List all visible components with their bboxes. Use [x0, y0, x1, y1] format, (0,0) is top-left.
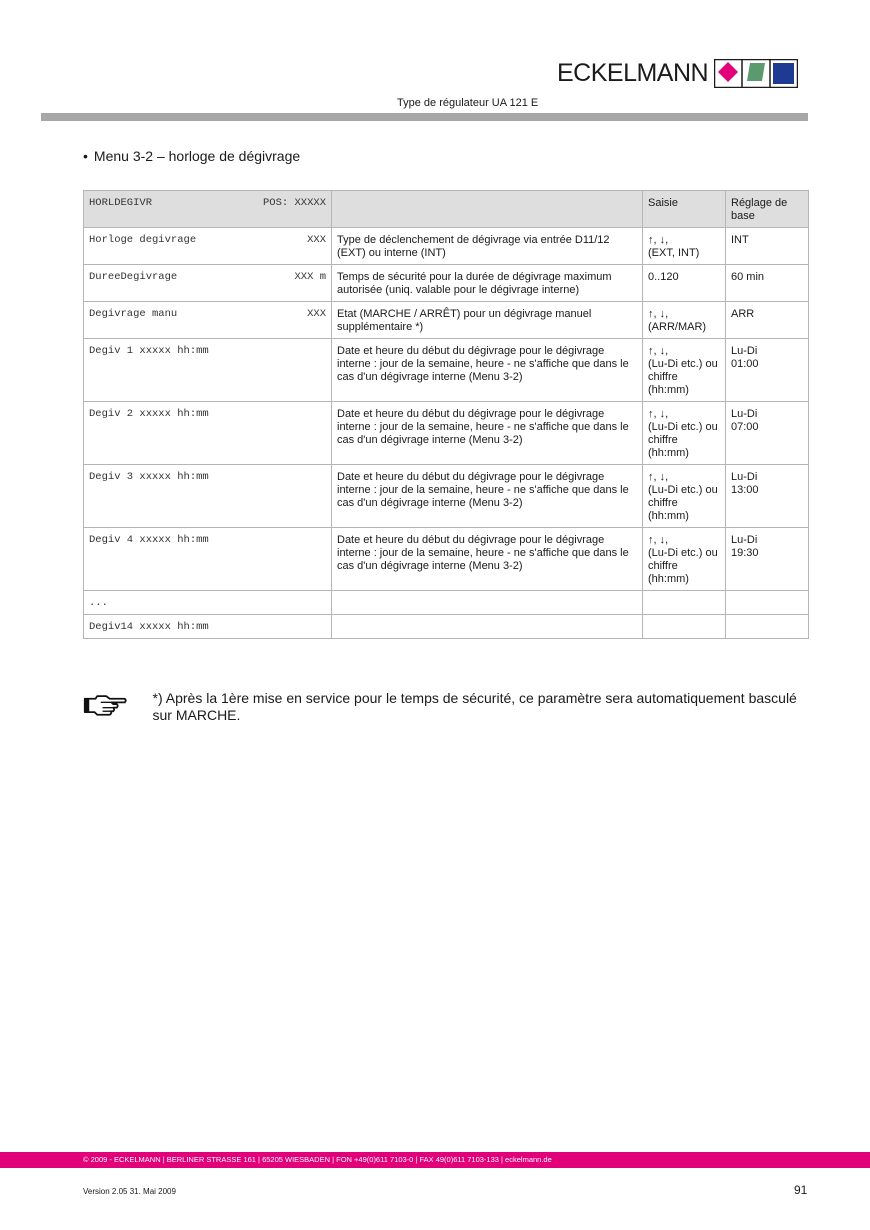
display-left: Degiv 4 xxxxx hh:mm — [89, 534, 209, 546]
brand-name: ECKELMANN — [557, 58, 709, 87]
entry-cell — [643, 265, 726, 302]
footnote — [83, 690, 808, 724]
pointing-hand-icon — [83, 692, 128, 718]
entry-detail: (Lu-Di etc.) ou chiffre (hh:mm) — [648, 547, 718, 585]
entry-line: ↑, ↓, — [648, 308, 669, 320]
display-left: ... — [89, 597, 108, 609]
default-detail: 13:00 — [731, 484, 759, 496]
header-divider — [41, 113, 808, 121]
eckelmann-logo-icon — [714, 59, 798, 88]
footer-contact: © 2009 - ECKELMANN | BERLINER STRASSE 161 | 65205 WIESBADEN | FON +49(0)611 7103-0 | FAX 49(0)611 7103-133 | eckelmann.de — [83, 1155, 552, 1164]
table-row — [84, 265, 809, 302]
default-cell — [726, 402, 809, 465]
entry-cell — [643, 528, 726, 591]
description-cell — [332, 591, 643, 615]
table-row — [84, 228, 809, 265]
default-cell — [726, 339, 809, 402]
document-type: Type de régulateur UA 121 E — [397, 97, 539, 109]
default-line: Lu-Di — [731, 471, 758, 483]
table-row — [84, 591, 809, 615]
table-row — [84, 339, 809, 402]
entry-line: 0..120 — [648, 271, 679, 283]
display-cell — [84, 228, 332, 265]
table-row — [84, 465, 809, 528]
section-heading — [83, 148, 300, 164]
entry-cell — [643, 402, 726, 465]
default-line: 60 min — [731, 271, 765, 283]
table-row — [84, 302, 809, 339]
description-header — [332, 191, 643, 228]
display-left: Horloge degivrage — [89, 234, 197, 246]
default-line: Lu-Di — [731, 534, 758, 546]
table-row — [84, 402, 809, 465]
entry-detail: (Lu-Di etc.) ou chiffre (hh:mm) — [648, 358, 718, 396]
display-cell — [84, 591, 332, 615]
display-left: HORLDEGIVR — [89, 197, 153, 209]
default-detail: 01:00 — [731, 358, 759, 370]
display-cell — [84, 402, 332, 465]
entry-header: Saisie — [643, 191, 726, 228]
description-cell — [332, 615, 643, 639]
table-row — [84, 615, 809, 639]
description-cell: Etat (MARCHE / ARRÊT) pour un dégivrage manuel supplémentaire *) — [332, 302, 643, 339]
default-line: Lu-Di — [731, 345, 758, 357]
description-cell: Date et heure du début du dégivrage pour le dégivrage interne : jour de la semaine, heure - ne s'affiche que dans le cas d'un dégivrage interne (Menu 3-2) — [332, 528, 643, 591]
table-row — [84, 528, 809, 591]
parameter-table — [83, 190, 809, 639]
entry-detail: (Lu-Di etc.) ou chiffre (hh:mm) — [648, 421, 718, 459]
display-left: DureeDegivrage — [89, 271, 178, 283]
description-cell: Date et heure du début du dégivrage pour le dégivrage interne : jour de la semaine, heure - ne s'affiche que dans le cas d'un dégivrage interne (Menu 3-2) — [332, 339, 643, 402]
entry-detail: (EXT, INT) — [648, 247, 700, 259]
entry-cell — [643, 465, 726, 528]
footnote-text: *) Après la 1ère mise en service pour le temps de sécurité, ce paramètre sera automatiquement basculé sur MARCHE. — [152, 690, 797, 723]
display-left: Degivrage manu — [89, 308, 178, 320]
entry-cell — [643, 302, 726, 339]
entry-detail: (Lu-Di etc.) ou chiffre (hh:mm) — [648, 484, 718, 522]
entry-line: ↑, ↓, — [648, 234, 669, 246]
display-left: Degiv 2 xxxxx hh:mm — [89, 408, 209, 420]
default-line: Lu-Di — [731, 408, 758, 420]
display-right: XXX m — [294, 271, 326, 283]
bullet: • — [83, 148, 88, 164]
entry-cell — [643, 591, 726, 615]
default-cell — [726, 615, 809, 639]
default-cell — [726, 228, 809, 265]
footer-contact-bar — [0, 1152, 870, 1168]
display-cell — [84, 302, 332, 339]
display-cell — [84, 615, 332, 639]
description-cell: Type de déclenchement de dégivrage via entrée D11/12 (EXT) ou interne (INT) — [332, 228, 643, 265]
default-detail: 19:30 — [731, 547, 759, 559]
default-header: Réglage de base — [726, 191, 809, 228]
display-right: XXX — [307, 308, 326, 320]
entry-line: ↑, ↓, — [648, 345, 669, 357]
display-cell — [84, 528, 332, 591]
default-cell — [726, 591, 809, 615]
description-cell: Date et heure du début du dégivrage pour le dégivrage interne : jour de la semaine, heure - ne s'affiche que dans le cas d'un dégivrage interne (Menu 3-2) — [332, 402, 643, 465]
display-left: Degiv 3 xxxxx hh:mm — [89, 471, 209, 483]
eckelmann-logo — [557, 57, 798, 89]
entry-cell — [643, 339, 726, 402]
display-cell — [84, 465, 332, 528]
display-right: XXX — [307, 234, 326, 246]
version-info: Version 2.05 31. Mai 2009 — [83, 1187, 176, 1196]
table-header-row — [84, 191, 809, 228]
default-line: INT — [731, 234, 749, 246]
display-left: Degiv14 xxxxx hh:mm — [89, 621, 209, 633]
page-number: 91 — [794, 1183, 808, 1197]
entry-cell — [643, 228, 726, 265]
display-right: POS: XXXXX — [262, 197, 326, 209]
description-cell: Temps de sécurité pour la durée de dégivrage maximum autorisée (uniq. valable pour le dégivrage interne) — [332, 265, 643, 302]
display-cell — [84, 339, 332, 402]
entry-cell — [643, 615, 726, 639]
entry-line: ↑, ↓, — [648, 534, 669, 546]
entry-line: ↑, ↓, — [648, 408, 669, 420]
default-cell — [726, 528, 809, 591]
display-cell — [84, 265, 332, 302]
default-cell — [726, 302, 809, 339]
entry-line: ↑, ↓, — [648, 471, 669, 483]
default-cell — [726, 465, 809, 528]
section-title: Menu 3-2 – horloge de dégivrage — [93, 148, 301, 164]
default-cell — [726, 265, 809, 302]
display-left: Degiv 1 xxxxx hh:mm — [89, 345, 209, 357]
display-cell — [84, 191, 332, 228]
entry-detail: (ARR/MAR) — [648, 321, 707, 333]
description-cell: Date et heure du début du dégivrage pour le dégivrage interne : jour de la semaine, heure - ne s'affiche que dans le cas d'un dégivrage interne (Menu 3-2) — [332, 465, 643, 528]
default-line: ARR — [731, 308, 755, 320]
default-detail: 07:00 — [731, 421, 759, 433]
